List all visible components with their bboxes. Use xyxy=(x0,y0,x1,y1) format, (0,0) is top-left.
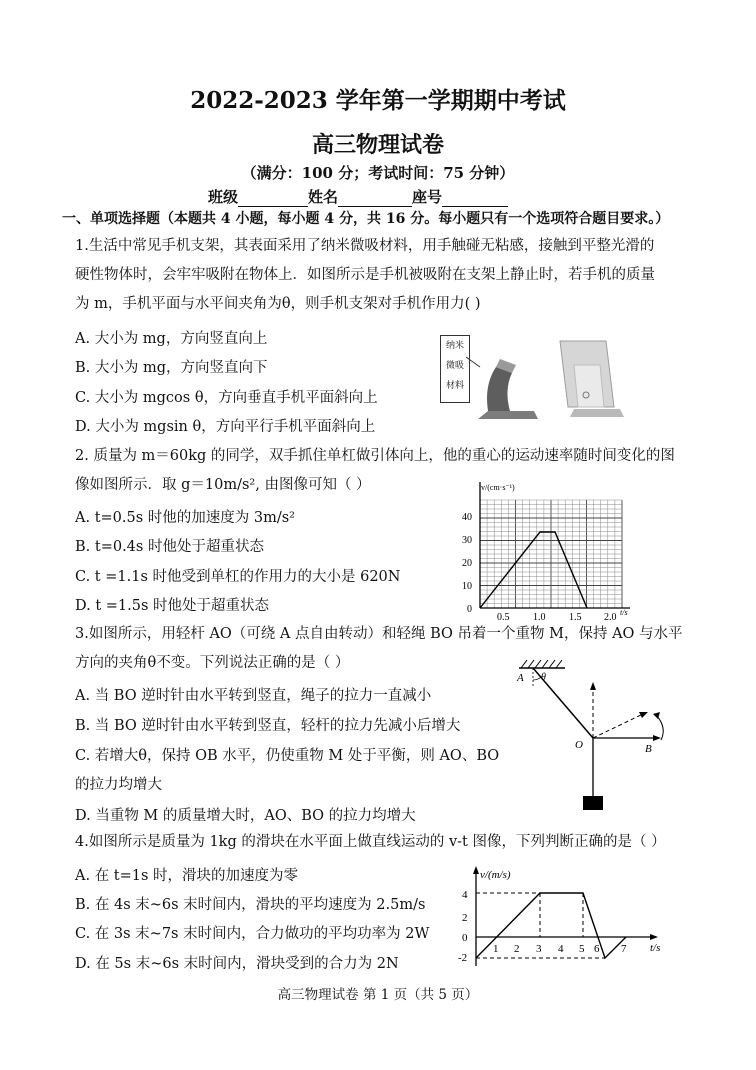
name-label: 姓名 xyxy=(308,188,339,206)
phone-holder-figure xyxy=(466,335,636,425)
q3-line: 方向的夹角θ不变。下列说法正确的是（ ） xyxy=(75,655,350,671)
class-label: 班级 xyxy=(208,188,239,206)
q2-option-b: B. t=0.4s 时他处于超重状态 xyxy=(75,539,264,555)
q3-force-figure xyxy=(505,656,685,816)
q4-y-arrow-icon xyxy=(473,866,479,874)
theta-label: θ xyxy=(541,672,546,683)
q2-y-tick: 0 xyxy=(467,604,472,615)
q3-line: 3.如图所示，用轻杆 AO（可绕 A 点自由转动）和轻绳 BO 吊着一个重物 M，保持 AO 与水平 xyxy=(75,626,683,642)
q2-velocity-graph xyxy=(452,478,642,622)
q1-option-b: B. 大小为 mg，方向竖直向下 xyxy=(75,360,268,376)
q4-x-label: t/s xyxy=(650,942,661,954)
exam-meta: （满分：100 分；考试时间：75 分钟） xyxy=(241,164,515,182)
q2-y-tick: 30 xyxy=(462,535,472,546)
section-heading: 一、单项选择题（本题共 4 小题，每小题 4 分，共 16 分。每小题只有一个选项符合题目要求。） xyxy=(62,211,670,227)
q4-stem xyxy=(75,828,666,857)
q2-line: 像如图所示．取 g＝10m/s², 由图像可知（ ） xyxy=(75,477,371,493)
q1-stem xyxy=(75,232,655,319)
seat-field[interactable] xyxy=(442,190,508,207)
point-o-label: O xyxy=(575,739,583,751)
q1-line: 硬性物体时，会牢牢吸附在物体上．如图所示是手机被吸附在支架上静止时，若手机的质量 xyxy=(75,267,655,283)
paper-title: 高三物理试卷 xyxy=(311,132,444,158)
q4-option-c: C. 在 3s 末~7s 末时间内，合力做功的平均功率为 2W xyxy=(75,926,430,942)
holder-base xyxy=(478,411,538,419)
dashed-diagonal xyxy=(593,714,643,738)
q2-x-tick: 1.0 xyxy=(533,612,546,622)
q1-option-d: D. 大小为 mgsin θ，方向平行手机平面斜向上 xyxy=(75,419,376,435)
q2-x-tick: 2.0 xyxy=(604,612,617,622)
rotation-arc xyxy=(657,716,663,740)
q4-x-tick: 7 xyxy=(621,943,627,955)
q2-option-a: A. t=0.5s 时他的加速度为 3m/s² xyxy=(75,510,295,526)
q4-x-tick: 1 xyxy=(493,943,499,955)
q4-y-tick: -2 xyxy=(458,952,468,964)
q1-option-c: C. 大小为 mgcos θ，方向垂直手机平面斜向上 xyxy=(75,390,378,406)
q1-option-a: A. 大小为 mg，方向竖直向上 xyxy=(75,331,268,347)
nano-material-label: 纳米 微吸 材料 xyxy=(440,335,470,403)
q4-x-arrow-icon xyxy=(650,934,658,940)
q4-x-tick: 2 xyxy=(514,943,520,955)
name-field[interactable] xyxy=(338,190,412,207)
q4-y-label: v/(m/s) xyxy=(480,869,511,881)
q2-x-tick: 0.5 xyxy=(497,612,510,622)
point-a-label: A xyxy=(517,672,524,684)
holder-arm xyxy=(487,367,512,411)
q2-x-tick: 1.5 xyxy=(569,612,582,622)
q2-option-c: C. t =1.1s 时他受到单杠的作用力的大小是 620N xyxy=(75,569,401,585)
q3-option-b: B. 当 BO 逆时针由水平转到竖直，轻杆的拉力先减小后增大 xyxy=(75,718,461,734)
q2-y-label: v/(cm·s⁻¹) xyxy=(481,483,515,492)
label-pointer xyxy=(466,357,480,367)
q4-option-a: A. 在 t=1s 时，滑块的加速度为零 xyxy=(75,868,299,884)
page-footer: 高三物理试卷 第 1 页（共 5 页） xyxy=(277,987,479,1003)
q4-y-tick: 4 xyxy=(462,889,468,901)
holder2-arm xyxy=(574,365,604,407)
q4-x-tick: 6 xyxy=(594,943,600,955)
q1-line: 1.生活中常见手机支架，其表面采用了纳米微吸材料，用手触碰无粘感，接触到平整光滑的 xyxy=(75,238,655,254)
q1-line: 为 m，手机平面与水平间夹角为θ，则手机支架对手机作用力( ) xyxy=(75,296,481,312)
q4-x-tick: 3 xyxy=(536,943,542,955)
q2-y-tick: 40 xyxy=(462,512,472,523)
exam-title: 2022-2023 学年第一学期期中考试 xyxy=(190,87,566,114)
weight-m xyxy=(583,796,603,810)
q4-vt-graph xyxy=(452,862,672,974)
q2-y-tick: 20 xyxy=(462,558,472,569)
q4-x-tick: 4 xyxy=(558,943,564,955)
q4-velocity-line xyxy=(476,893,626,958)
q4-option-d: D. 在 5s 末~6s 末时间内，滑块受到的合力为 2N xyxy=(75,956,399,972)
q4-y-tick: 0 xyxy=(462,932,468,944)
q2-option-d: D. t =1.5s 时他处于超重状态 xyxy=(75,598,270,614)
q4-line: 4.如图所示是质量为 1kg 的滑块在水平面上做直线运动的 v-t 图像，下列判断正确的是（ ） xyxy=(75,834,666,850)
q3-option-d: D. 当重物 M 的质量增大时，AO、BO 的拉力均增大 xyxy=(75,808,416,824)
q4-option-b: B. 在 4s 末~6s 末时间内，滑块的平均速度为 2.5m/s xyxy=(75,897,426,913)
q3-option-c: C. 若增大θ，保持 OB 水平，仍使重物 M 处于平衡，则 AO、BO xyxy=(75,748,500,764)
class-field[interactable] xyxy=(238,190,308,207)
q4-y-tick: 2 xyxy=(462,912,468,924)
q2-y-tick: 10 xyxy=(462,581,472,592)
holder2-base xyxy=(570,409,624,417)
q3-option-a: A. 当 BO 逆时针由水平转到竖直，绳子的拉力一直减小 xyxy=(75,688,432,704)
q2-x-label: t/s xyxy=(620,608,628,617)
q2-grid xyxy=(480,500,622,608)
theta-arc xyxy=(533,677,541,680)
q4-x-tick: 5 xyxy=(579,943,585,955)
q2-line: 2. 质量为 m＝60kg 的同学，双手抓住单杠做引体向上，他的重心的运动速率随时间变化的图 xyxy=(75,448,675,464)
point-b-label: B xyxy=(645,743,652,755)
arrow-up-icon xyxy=(590,682,596,690)
student-info xyxy=(208,186,508,207)
seat-label: 座号 xyxy=(412,188,443,206)
arrow-b-icon xyxy=(653,735,661,741)
ceiling-hatch xyxy=(521,660,562,668)
q3-option-c-cont: 的拉力均增大 xyxy=(75,777,162,793)
q2-velocity-line xyxy=(480,532,587,608)
